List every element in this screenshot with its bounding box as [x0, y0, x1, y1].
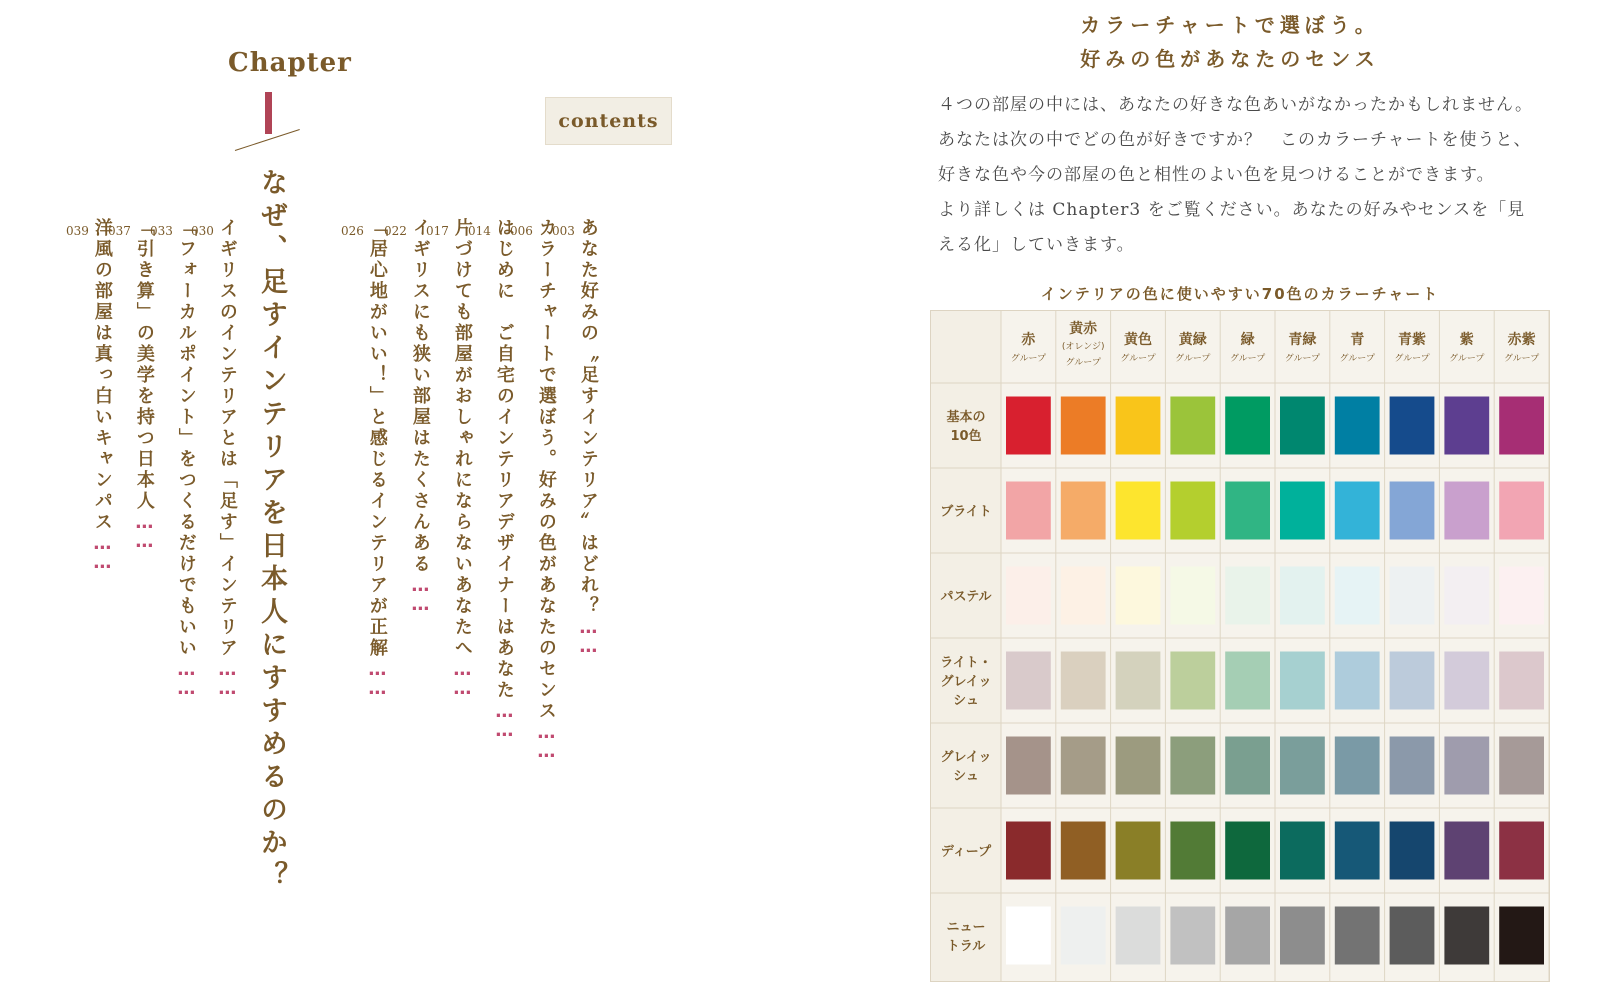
color-swatch [1061, 397, 1106, 455]
toc-leader-dots: …… [91, 533, 113, 571]
color-swatch [1499, 652, 1544, 710]
toc-page-number: 014 [468, 224, 491, 238]
color-swatch [1006, 907, 1051, 965]
color-swatch [1116, 482, 1161, 540]
toc-page-number: 039 [66, 224, 89, 238]
toc-entry-title: カラーチャートで選ぼう。好みの色があなたのセンス [535, 218, 557, 722]
toc-entry-title: 片づけても部屋がおしゃれにならないあなたへ [451, 218, 473, 659]
color-swatch [1006, 567, 1051, 625]
color-swatch [1170, 482, 1215, 540]
chart-caption: インテリアの色に使いやすい70色のカラーチャート [1040, 285, 1440, 303]
color-swatch [1499, 822, 1544, 880]
row-label: シュ [953, 769, 979, 784]
column-header-name: 黄緑 [1178, 332, 1207, 348]
toc-entry-title: 「フォーカルポイント」をつくるだけでもいい [175, 218, 197, 659]
color-swatch [1170, 652, 1215, 710]
color-swatch [1225, 822, 1270, 880]
color-swatch [1116, 907, 1161, 965]
chapter-label: Chapter [228, 48, 352, 78]
toc-leader-dots: …… [175, 659, 197, 697]
intro-line: あなたは次の中でどの色が好きですか？ このカラーチャートを使うと、 [938, 130, 1532, 150]
column-header-name: 赤 [1021, 332, 1036, 348]
column-header-name: 黄色 [1124, 332, 1152, 348]
color-swatch [1061, 907, 1106, 965]
toc-entry [468, 218, 517, 739]
toc-entry [150, 218, 199, 697]
page-title [930, 8, 1530, 76]
column-header-sub: グループ [1284, 354, 1321, 364]
row-label: 基本の [946, 410, 986, 425]
color-swatch [1280, 907, 1325, 965]
color-swatch [1499, 482, 1544, 540]
toc-page-number: 006 [510, 224, 533, 238]
column-header-sub: グループ [1503, 354, 1540, 364]
column-header-sub: グループ [1229, 354, 1266, 364]
color-swatch [1006, 822, 1051, 880]
contents-tab: contents [545, 97, 672, 145]
column-header-sub: グループ [1394, 354, 1430, 364]
color-swatch [1444, 737, 1489, 795]
column-header-sub: グループ [1339, 354, 1375, 364]
color-swatch [1499, 907, 1544, 965]
color-swatch [1390, 737, 1435, 795]
color-swatch [1499, 567, 1544, 625]
column-header-sub: グループ [1120, 354, 1156, 364]
color-swatch [1225, 482, 1270, 540]
color-swatch [1116, 397, 1161, 455]
toc-leader-dots: …… [366, 659, 388, 697]
toc-entry-title: あなた好みの〝足すインテリア〟はどれ？ [577, 218, 599, 617]
color-swatch [1390, 397, 1435, 455]
color-swatch [1061, 822, 1106, 880]
color-swatch [1390, 567, 1435, 625]
color-swatch [1444, 822, 1489, 880]
column-header-sub: グループ [1010, 354, 1047, 364]
column-header-name: 黄赤 [1069, 321, 1098, 337]
toc-entry-title: はじめに ご自宅のインテリアデザイナーはあなた [493, 218, 515, 701]
row-label: ディープ [940, 844, 992, 860]
color-swatch [1335, 652, 1380, 710]
row-label: トラル [946, 939, 986, 954]
column-header-note: (オレンジ) [1061, 342, 1105, 352]
row-label: パステル [940, 589, 992, 605]
row-label: ブライト [940, 504, 992, 520]
color-swatch [1116, 567, 1161, 625]
color-swatch [1170, 822, 1215, 880]
color-swatch [1225, 737, 1270, 795]
toc-entry-title: 「引き算」の美学を持つ日本人 [133, 218, 155, 512]
column-header-name: 青緑 [1288, 332, 1317, 348]
chapter-number-mark [265, 92, 272, 134]
toc-leader-dots: …… [577, 617, 599, 655]
toc-page-number: 030 [191, 224, 214, 238]
toc-page-number: 017 [426, 224, 449, 238]
color-swatch [1006, 737, 1051, 795]
column-header-name: 紫 [1459, 332, 1474, 348]
column-header-sub: グループ [1065, 358, 1101, 368]
color-swatch [1499, 397, 1544, 455]
color-chart [930, 310, 1550, 982]
color-swatch [1006, 652, 1051, 710]
toc-entry [384, 218, 433, 613]
column-header-name: 青紫 [1398, 332, 1426, 348]
color-swatch [1225, 397, 1270, 455]
color-swatch [1225, 567, 1270, 625]
color-swatch [1499, 737, 1544, 795]
color-swatch [1444, 397, 1489, 455]
toc-page-number: 026 [341, 224, 364, 238]
color-swatch [1061, 737, 1106, 795]
toc-page-number: 003 [552, 224, 575, 238]
toc-entry-title: 洋風の部屋は真っ白いキャンパス [91, 218, 113, 533]
color-swatch [1170, 907, 1215, 965]
color-swatch [1116, 737, 1161, 795]
color-swatch [1170, 737, 1215, 795]
toc-entry [66, 218, 115, 571]
toc-entry-title: イギリスのインテリアとは「足す」インテリア [216, 218, 238, 659]
toc-entry-title: 「居心地がいい！」と感じるインテリアが正解 [366, 218, 388, 659]
column-header-name: 青 [1350, 332, 1365, 348]
color-swatch [1225, 907, 1270, 965]
chapter-title: なぜ、足すインテリアを日本人にすすめるのか？ [256, 168, 287, 894]
color-swatch [1061, 567, 1106, 625]
color-swatch [1444, 567, 1489, 625]
toc-entry [426, 218, 475, 697]
column-header-sub: グループ [1175, 354, 1211, 364]
color-swatch [1061, 652, 1106, 710]
color-swatch [1170, 397, 1215, 455]
color-swatch [1444, 482, 1489, 540]
color-chart-svg [931, 311, 1549, 981]
row-label: シュ [953, 693, 979, 709]
color-swatch [1006, 397, 1051, 455]
row-label: グレイッ [940, 674, 992, 690]
row-label: グレイッ [940, 750, 992, 765]
row-label: 10色 [950, 429, 982, 444]
toc-leader-dots: …… [451, 659, 473, 697]
color-swatch [1280, 822, 1325, 880]
color-swatch [1335, 907, 1380, 965]
toc-leader-dots: …… [535, 722, 557, 760]
color-swatch [1280, 737, 1325, 795]
column-header-sub: グループ [1449, 354, 1485, 364]
color-swatch [1390, 482, 1435, 540]
toc-page-number: 037 [108, 224, 131, 238]
toc-page-number: 022 [384, 224, 407, 238]
intro-line: ４つの部屋の中には、あなたの好きな色あいがなかったかもしれません。 [938, 95, 1534, 115]
color-swatch [1390, 652, 1435, 710]
intro-line: より詳しくは Chapter3 をご覧ください。あなたの好みやセンスを「見 [938, 200, 1526, 220]
page-title-line-2: 好みの色があなたのセンス [1080, 47, 1380, 71]
toc-entry [108, 218, 157, 550]
color-swatch [1444, 652, 1489, 710]
color-swatch [1006, 482, 1051, 540]
color-swatch [1335, 397, 1380, 455]
toc-entry [510, 218, 559, 760]
color-swatch [1335, 737, 1380, 795]
toc-leader-dots: …… [133, 512, 155, 550]
toc-entry-title: イギリスにも狭い部屋はたくさんある [409, 218, 431, 575]
column-header-name: 緑 [1240, 332, 1255, 348]
color-swatch [1335, 567, 1380, 625]
toc-leader-dots: …… [409, 575, 431, 613]
column-header-name: 赤紫 [1507, 332, 1536, 348]
row-label: ニュー [946, 920, 986, 935]
color-swatch [1444, 907, 1489, 965]
toc-entry [552, 218, 601, 655]
toc-leader-dots: …… [216, 659, 238, 697]
toc-leader-dots: …… [493, 701, 515, 739]
color-swatch [1335, 822, 1380, 880]
color-swatch [1061, 482, 1106, 540]
toc-page-number: 033 [150, 224, 173, 238]
color-swatch [1170, 567, 1215, 625]
color-swatch [1280, 652, 1325, 710]
color-swatch [1280, 482, 1325, 540]
page-title-line-1: カラーチャートで選ぼう。 [1080, 13, 1380, 37]
intro-line: 好きな色や今の部屋の色と相性のよい色を見つけることができます。 [938, 165, 1495, 185]
intro-line: える化」していきます。 [938, 235, 1135, 255]
row-label: ライト・ [940, 655, 992, 671]
color-swatch [1280, 397, 1325, 455]
color-swatch [1390, 907, 1435, 965]
color-swatch [1280, 567, 1325, 625]
color-swatch [1335, 482, 1380, 540]
color-swatch [1116, 652, 1161, 710]
color-swatch [1225, 652, 1270, 710]
intro-paragraph [938, 88, 1558, 263]
color-swatch [1390, 822, 1435, 880]
color-swatch [1116, 822, 1161, 880]
toc-entry [341, 218, 390, 697]
